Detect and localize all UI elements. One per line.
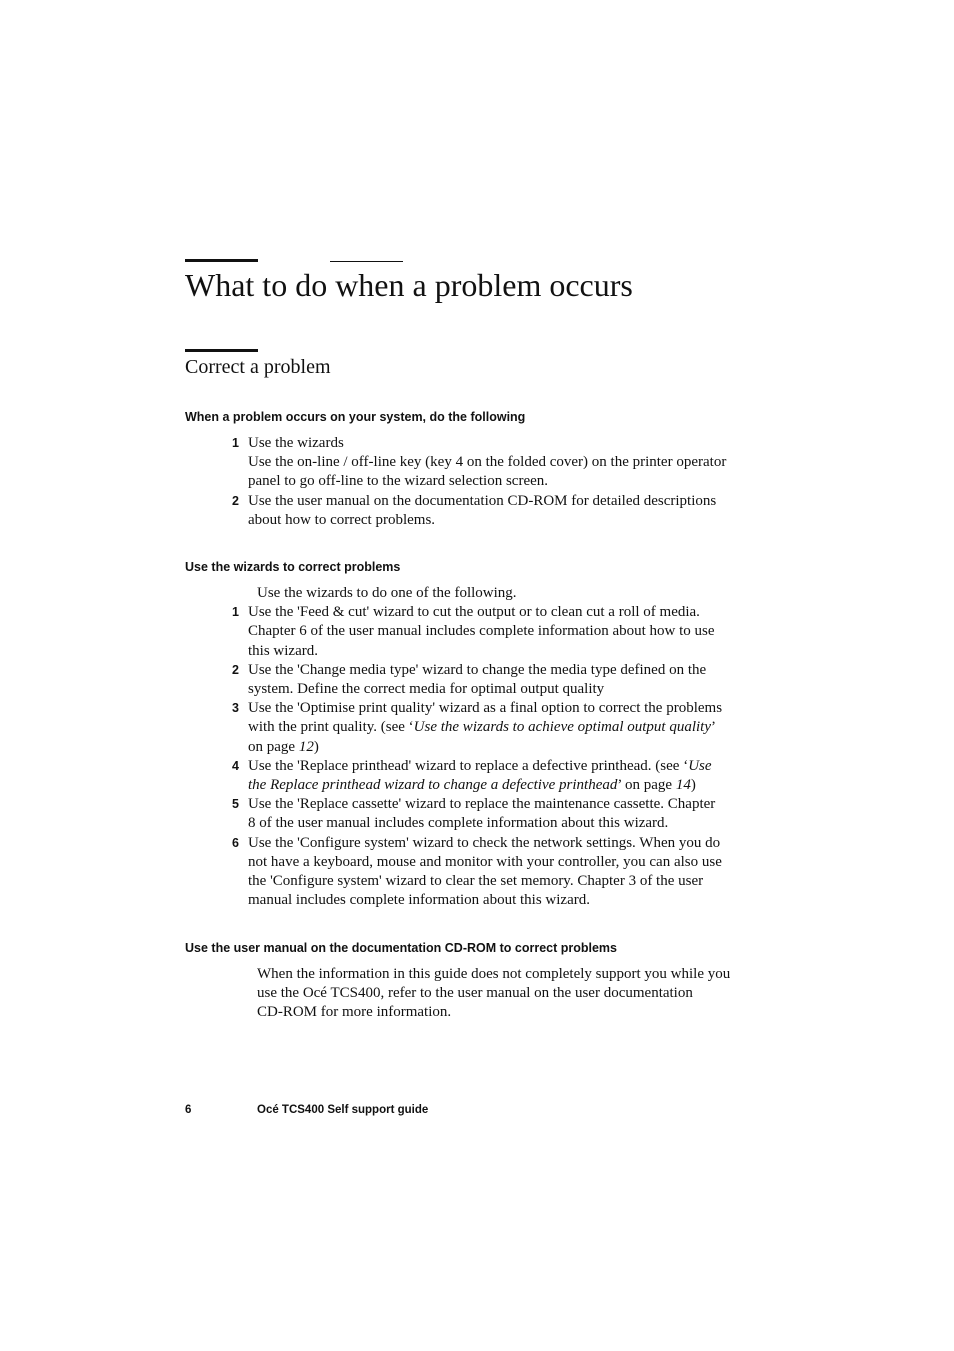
list-text: Use the 'Feed & cut' wizard to cut the output or to clean cut a roll of media. (248, 604, 700, 621)
chapter-rule-thin (330, 261, 403, 262)
list-text: with the print quality. (see ‘Use the wizards to achieve optimal output quality’ (248, 719, 716, 736)
list-number: 1 (232, 605, 239, 620)
subheading-user-manual: Use the user manual on the documentation CD-ROM to correct problems (185, 941, 618, 955)
list-text: Use the on-line / off-line key (key 4 on the folded cover) on the printer operator (248, 454, 727, 471)
list-number: 6 (232, 835, 239, 850)
manual-paragraph (185, 965, 730, 1023)
list-number: 1 (232, 436, 239, 450)
list-number: 5 (232, 797, 239, 812)
list-number: 2 (232, 662, 239, 677)
list-text: this wizard. (248, 642, 318, 659)
list-text: Use the wizards (248, 435, 344, 451)
list-text: not have a keyboard, mouse and monitor with your controller, you can also use (248, 853, 722, 870)
list-text: Use the 'Optimise print quality' wizard as a final option to correct the problems (248, 700, 723, 717)
cross-reference: Use (688, 757, 712, 774)
footer-page-number: 6 (185, 1104, 192, 1116)
paragraph-line: use the Océ TCS400, refer to the user manual on the user documentation (257, 985, 693, 1002)
list-text: system. Define the correct media for optimal output quality (248, 681, 605, 698)
section-rule (185, 349, 258, 352)
list-text: Use the 'Replace cassette' wizard to replace the maintenance cassette. Chapter (248, 796, 716, 813)
list-text: Chapter 6 of the user manual includes complete information about how to use (248, 623, 715, 640)
list-number: 3 (232, 701, 239, 716)
wizards-intro: Use the wizards to do one of the following. (257, 585, 517, 601)
problem-steps-list (185, 434, 730, 530)
list-number: 2 (232, 493, 239, 508)
list-text: the 'Configure system' wizard to clear the set memory. Chapter 3 of the user (248, 873, 704, 890)
wizards-list (185, 584, 730, 910)
list-item (185, 603, 730, 661)
list-text: manual includes complete information about this wizard. (248, 892, 590, 909)
list-item (185, 492, 730, 530)
list-text: on page 12) (248, 738, 319, 755)
cross-reference: Use the wizards to achieve optimal output quality (413, 719, 711, 736)
list-text: panel to go off-line to the wizard selection screen. (248, 473, 549, 490)
list-item (185, 795, 730, 833)
subheading-problem-occurs: When a problem occurs on your system, do the following (185, 410, 526, 424)
list-item (185, 699, 730, 757)
list-text: 8 of the user manual includes complete information about this wizard. (248, 815, 669, 832)
list-number: 4 (232, 758, 239, 773)
paragraph-line: When the information in this guide does not completely support you while you (257, 966, 731, 982)
list-item (185, 834, 730, 911)
list-item (185, 434, 730, 492)
page-reference: 14 (675, 777, 691, 794)
paragraph-line: CD-ROM for more information. (257, 1004, 452, 1021)
list-item (185, 661, 730, 699)
chapter-title: What to do when a problem occurs (185, 267, 633, 303)
list-text: Use the 'Change media type' wizard to change the media type defined on the (248, 661, 707, 678)
section-title: Correct a problem (185, 356, 331, 378)
cross-reference: the Replace printhead wizard to change a defective printhead (248, 777, 618, 794)
list-text: the Replace printhead wizard to change a defective printhead’ on page 14) (248, 777, 696, 794)
list-text: Use the user manual on the documentation CD-ROM for detailed descriptions (248, 492, 717, 509)
subheading-use-wizards: Use the wizards to correct problems (185, 560, 401, 574)
list-text: about how to correct problems. (248, 511, 436, 528)
footer-guide-title: Océ TCS400 Self support guide (257, 1104, 429, 1116)
list-text: Use the 'Configure system' wizard to check the network settings. When you do (248, 834, 721, 851)
chapter-rule-thick (185, 259, 258, 262)
list-text: Use the 'Replace printhead' wizard to replace a defective printhead. (see ‘Use (248, 757, 712, 774)
page-reference: 12 (298, 738, 314, 755)
list-item (185, 757, 730, 795)
